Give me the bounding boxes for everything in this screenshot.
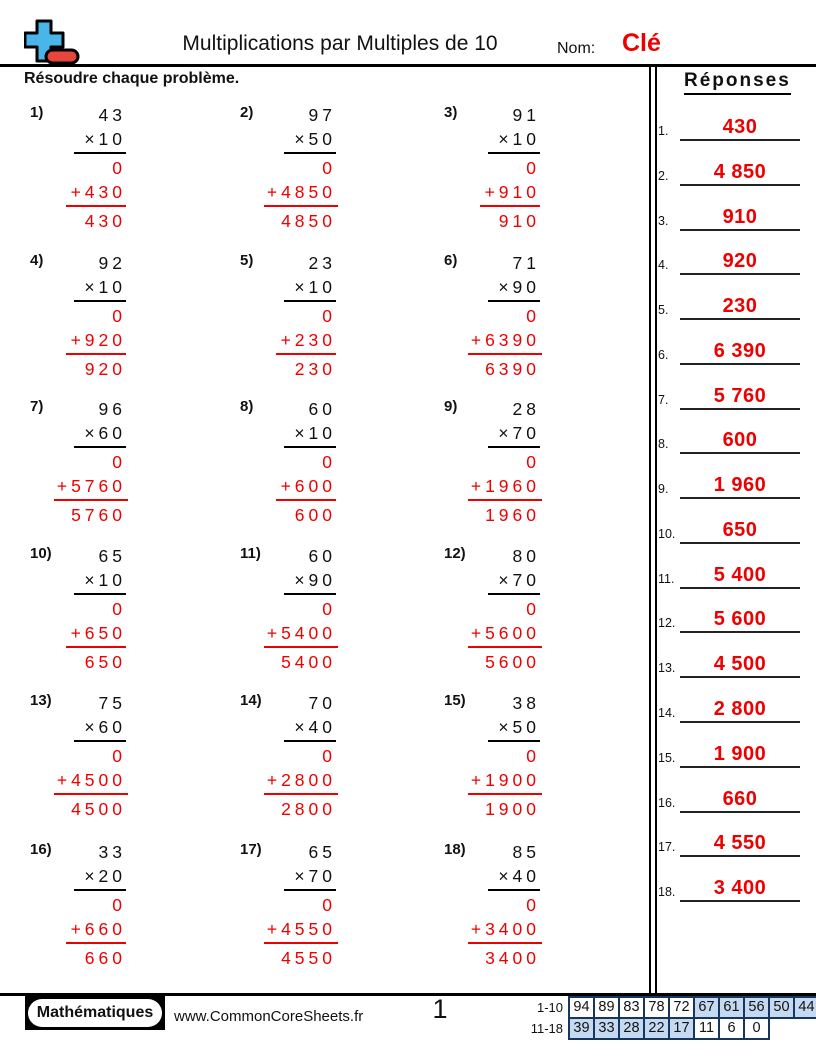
sum-rule bbox=[468, 793, 542, 795]
answer-blank-line bbox=[680, 408, 800, 410]
answer-blank-line bbox=[680, 497, 800, 499]
multiply-rule bbox=[284, 152, 336, 154]
multiplicand: 97 bbox=[308, 105, 336, 125]
answer-row bbox=[656, 648, 804, 678]
problem-number: 16) bbox=[30, 841, 52, 858]
partial-product: +1960 bbox=[470, 476, 540, 496]
problem-work bbox=[264, 840, 336, 970]
score-cell: 72 bbox=[668, 996, 695, 1019]
answer-row bbox=[656, 156, 804, 186]
answer-number: 9. bbox=[658, 482, 669, 496]
multiply-rule bbox=[488, 740, 540, 742]
sum-rule bbox=[264, 646, 338, 648]
product-result: 1960 bbox=[485, 505, 540, 525]
problem-block bbox=[240, 544, 336, 674]
answer-blank-line bbox=[680, 273, 800, 275]
problem-work bbox=[264, 397, 336, 527]
partial-product-zero: 0 bbox=[322, 599, 336, 619]
sum-rule bbox=[66, 205, 126, 207]
answer-blank-line bbox=[680, 631, 800, 633]
answer-blank-line bbox=[680, 318, 800, 320]
partial-product: +5760 bbox=[56, 476, 126, 496]
product-result: 660 bbox=[84, 948, 126, 968]
answer-value: 4 550 bbox=[713, 832, 767, 854]
sum-rule bbox=[54, 793, 128, 795]
multiply-rule bbox=[284, 740, 336, 742]
partial-product: +230 bbox=[280, 330, 336, 350]
multiplicand: 91 bbox=[512, 105, 540, 125]
answer-number: 10. bbox=[658, 527, 676, 541]
partial-product-zero: 0 bbox=[112, 599, 126, 619]
multiply-rule bbox=[488, 300, 540, 302]
answer-blank-line bbox=[680, 229, 800, 231]
partial-product: +5400 bbox=[266, 623, 336, 643]
answer-number: 2. bbox=[658, 169, 669, 183]
partial-product-zero: 0 bbox=[322, 306, 336, 326]
problem-work bbox=[264, 691, 336, 821]
answer-number: 7. bbox=[658, 393, 669, 407]
answer-row bbox=[656, 245, 804, 275]
problem-block bbox=[240, 691, 336, 821]
problem-number: 5) bbox=[240, 252, 254, 269]
answer-value: 650 bbox=[722, 519, 758, 541]
answer-row bbox=[656, 693, 804, 723]
multiply-rule bbox=[284, 889, 336, 891]
problem-block bbox=[30, 397, 126, 527]
multiply-rule bbox=[284, 593, 336, 595]
problem-block bbox=[240, 840, 336, 970]
answer-row bbox=[656, 335, 804, 365]
problem-work bbox=[54, 840, 126, 970]
partial-product: +430 bbox=[70, 182, 126, 202]
problem-block bbox=[30, 691, 126, 821]
score-cell: 0 bbox=[743, 1017, 770, 1040]
partial-product: +4500 bbox=[56, 770, 126, 790]
score-cell: 61 bbox=[718, 996, 745, 1019]
score-cell: 17 bbox=[668, 1017, 695, 1040]
answer-number: 4. bbox=[658, 258, 669, 272]
partial-product-zero: 0 bbox=[112, 746, 126, 766]
score-cell: 22 bbox=[643, 1017, 670, 1040]
problem-block bbox=[30, 251, 126, 381]
multiplicand: 38 bbox=[512, 693, 540, 713]
multiplier: ×60 bbox=[84, 423, 126, 443]
answer-row bbox=[656, 827, 804, 857]
problem-number: 4) bbox=[30, 252, 44, 269]
sum-rule bbox=[468, 646, 542, 648]
multiply-rule bbox=[488, 889, 540, 891]
partial-product-zero: 0 bbox=[322, 158, 336, 178]
multiply-rule bbox=[488, 593, 540, 595]
score-table-row bbox=[516, 1017, 816, 1040]
answer-value: 5 400 bbox=[713, 564, 767, 586]
partial-product-zero: 0 bbox=[526, 746, 540, 766]
multiply-rule bbox=[74, 300, 126, 302]
sum-rule bbox=[54, 499, 128, 501]
problem-number: 3) bbox=[444, 104, 458, 121]
multiply-rule bbox=[488, 152, 540, 154]
answer-blank-line bbox=[680, 452, 800, 454]
partial-product: +6390 bbox=[470, 330, 540, 350]
answer-row bbox=[656, 111, 804, 141]
partial-product: +910 bbox=[484, 182, 540, 202]
problem-work bbox=[54, 544, 126, 674]
product-result: 600 bbox=[294, 505, 336, 525]
answer-blank-line bbox=[680, 900, 800, 902]
problem-work bbox=[468, 251, 540, 381]
score-cell: 39 bbox=[568, 1017, 595, 1040]
product-result: 650 bbox=[84, 652, 126, 672]
problem-work bbox=[468, 397, 540, 527]
multiplier: ×10 bbox=[84, 570, 126, 590]
answer-row bbox=[656, 603, 804, 633]
multiplicand: 92 bbox=[98, 253, 126, 273]
problem-work bbox=[264, 251, 336, 381]
product-result: 3400 bbox=[485, 948, 540, 968]
multiplier: ×50 bbox=[498, 717, 540, 737]
multiplier: ×70 bbox=[294, 866, 336, 886]
partial-product: +600 bbox=[280, 476, 336, 496]
multiplicand: 60 bbox=[308, 399, 336, 419]
problem-work bbox=[54, 691, 126, 821]
product-result: 4850 bbox=[281, 211, 336, 231]
multiplicand: 65 bbox=[308, 842, 336, 862]
partial-product: +2800 bbox=[266, 770, 336, 790]
multiply-rule bbox=[284, 446, 336, 448]
problem-work bbox=[468, 691, 540, 821]
problem-number: 17) bbox=[240, 841, 262, 858]
answer-number: 5. bbox=[658, 303, 669, 317]
problem-work bbox=[54, 251, 126, 381]
instruction-text: Résoudre chaque problème. bbox=[24, 70, 240, 87]
answer-blank-line bbox=[680, 721, 800, 723]
partial-product: +4550 bbox=[266, 919, 336, 939]
multiplier: ×10 bbox=[84, 129, 126, 149]
score-table bbox=[516, 996, 816, 1040]
product-result: 920 bbox=[84, 359, 126, 379]
subject-badge bbox=[25, 996, 165, 1030]
multiplier: ×10 bbox=[294, 277, 336, 297]
score-cell: 83 bbox=[618, 996, 645, 1019]
sum-rule bbox=[468, 499, 542, 501]
sum-rule bbox=[264, 793, 338, 795]
answer-blank-line bbox=[680, 542, 800, 544]
partial-product-zero: 0 bbox=[322, 746, 336, 766]
problem-block bbox=[240, 103, 336, 233]
multiplicand: 75 bbox=[98, 693, 126, 713]
score-cell: 11 bbox=[693, 1017, 720, 1040]
answer-row bbox=[656, 201, 804, 231]
problem-number: 2) bbox=[240, 104, 254, 121]
partial-product-zero: 0 bbox=[112, 452, 126, 472]
problem-number: 18) bbox=[444, 841, 466, 858]
answer-number: 16. bbox=[658, 796, 676, 810]
website-url: www.CommonCoreSheets.fr bbox=[174, 1008, 364, 1025]
partial-product-zero: 0 bbox=[526, 599, 540, 619]
sum-rule bbox=[264, 205, 338, 207]
multiplicand: 70 bbox=[308, 693, 336, 713]
product-result: 4550 bbox=[281, 948, 336, 968]
partial-product-zero: 0 bbox=[322, 895, 336, 915]
answer-value: 1 960 bbox=[713, 474, 767, 496]
problem-block bbox=[30, 544, 126, 674]
sum-rule bbox=[264, 942, 338, 944]
partial-product-zero: 0 bbox=[112, 158, 126, 178]
name-label: Nom: bbox=[557, 40, 596, 57]
multiply-rule bbox=[74, 446, 126, 448]
answer-value: 6 390 bbox=[713, 340, 767, 362]
answer-value: 4 850 bbox=[713, 161, 767, 183]
multiplicand: 28 bbox=[512, 399, 540, 419]
product-result: 1900 bbox=[485, 799, 540, 819]
partial-product-zero: 0 bbox=[112, 895, 126, 915]
answer-row bbox=[656, 380, 804, 410]
partial-product: +5600 bbox=[470, 623, 540, 643]
score-cell: 78 bbox=[643, 996, 670, 1019]
answer-value: 230 bbox=[722, 295, 758, 317]
multiplicand: 65 bbox=[98, 546, 126, 566]
score-cell: 56 bbox=[743, 996, 770, 1019]
problem-work bbox=[54, 397, 126, 527]
problem-work bbox=[54, 103, 126, 233]
partial-product-zero: 0 bbox=[322, 452, 336, 472]
answer-value: 660 bbox=[722, 788, 758, 810]
partial-product: +3400 bbox=[470, 919, 540, 939]
product-result: 430 bbox=[84, 211, 126, 231]
answer-number: 8. bbox=[658, 437, 669, 451]
multiplier: ×10 bbox=[294, 423, 336, 443]
answer-value: 430 bbox=[722, 116, 758, 138]
partial-product-zero: 0 bbox=[526, 158, 540, 178]
answers-panel-title: Réponses bbox=[684, 70, 791, 95]
problem-number: 12) bbox=[444, 545, 466, 562]
multiplicand: 23 bbox=[308, 253, 336, 273]
problem-number: 1) bbox=[30, 104, 44, 121]
score-cell: 6 bbox=[718, 1017, 745, 1040]
score-cell: 94 bbox=[568, 996, 595, 1019]
answer-value: 3 400 bbox=[713, 877, 767, 899]
problem-block bbox=[240, 397, 336, 527]
multiply-rule bbox=[74, 889, 126, 891]
page-title: Multiplications par Multiples de 10 bbox=[182, 32, 498, 55]
answer-number: 1. bbox=[658, 124, 669, 138]
answer-value: 920 bbox=[722, 250, 758, 272]
answer-number: 13. bbox=[658, 661, 676, 675]
partial-product-zero: 0 bbox=[526, 306, 540, 326]
page-number: 1 bbox=[432, 994, 448, 1024]
answer-blank-line bbox=[680, 676, 800, 678]
score-row-label: 1-10 bbox=[536, 1000, 563, 1015]
problem-work bbox=[468, 544, 540, 674]
answer-value: 600 bbox=[722, 429, 758, 451]
multiplicand: 85 bbox=[512, 842, 540, 862]
sum-rule bbox=[468, 353, 542, 355]
answer-value: 1 900 bbox=[713, 743, 767, 765]
multiplier: ×50 bbox=[294, 129, 336, 149]
problem-number: 15) bbox=[444, 692, 466, 709]
problem-work bbox=[468, 103, 540, 233]
product-result: 2800 bbox=[281, 799, 336, 819]
product-result: 4500 bbox=[71, 799, 126, 819]
sum-rule bbox=[480, 205, 540, 207]
multiply-rule bbox=[284, 300, 336, 302]
partial-product: +4850 bbox=[266, 182, 336, 202]
sum-rule bbox=[468, 942, 542, 944]
answer-row bbox=[656, 424, 804, 454]
problem-block bbox=[444, 397, 540, 527]
score-cell: 33 bbox=[593, 1017, 620, 1040]
problem-block bbox=[444, 103, 540, 233]
product-result: 910 bbox=[498, 211, 540, 231]
score-cell: 89 bbox=[593, 996, 620, 1019]
answer-blank-line bbox=[680, 811, 800, 813]
problem-block bbox=[240, 251, 336, 381]
partial-product-zero: 0 bbox=[112, 306, 126, 326]
answer-number: 15. bbox=[658, 751, 676, 765]
problem-block bbox=[444, 251, 540, 381]
answer-row bbox=[656, 469, 804, 499]
answer-number: 17. bbox=[658, 840, 676, 854]
problem-number: 6) bbox=[444, 252, 458, 269]
multiply-rule bbox=[74, 740, 126, 742]
problem-work bbox=[468, 840, 540, 970]
answer-blank-line bbox=[680, 139, 800, 141]
product-result: 5600 bbox=[485, 652, 540, 672]
multiplier: ×70 bbox=[498, 423, 540, 443]
sum-rule bbox=[66, 942, 126, 944]
answer-blank-line bbox=[680, 855, 800, 857]
partial-product: +660 bbox=[70, 919, 126, 939]
multiplier: ×90 bbox=[498, 277, 540, 297]
multiplier: ×10 bbox=[498, 129, 540, 149]
problem-number: 9) bbox=[444, 398, 458, 415]
answer-number: 14. bbox=[658, 706, 676, 720]
answer-value: 5 760 bbox=[713, 385, 767, 407]
answer-row bbox=[656, 290, 804, 320]
multiplier: ×20 bbox=[84, 866, 126, 886]
multiplicand: 96 bbox=[98, 399, 126, 419]
problem-block bbox=[444, 544, 540, 674]
partial-product: +650 bbox=[70, 623, 126, 643]
answer-blank-line bbox=[680, 766, 800, 768]
plus-minus-logo-icon bbox=[24, 19, 82, 67]
multiplicand: 60 bbox=[308, 546, 336, 566]
answer-row bbox=[656, 738, 804, 768]
answer-number: 3. bbox=[658, 214, 669, 228]
multiplier: ×10 bbox=[84, 277, 126, 297]
problem-work bbox=[264, 544, 336, 674]
problem-block bbox=[30, 840, 126, 970]
multiplicand: 43 bbox=[98, 105, 126, 125]
multiplicand: 33 bbox=[98, 842, 126, 862]
problem-number: 14) bbox=[240, 692, 262, 709]
subject-badge-label: Mathématiques bbox=[28, 999, 162, 1027]
multiplicand: 71 bbox=[512, 253, 540, 273]
answer-row bbox=[656, 514, 804, 544]
answer-number: 11. bbox=[658, 572, 675, 586]
answer-row bbox=[656, 872, 804, 902]
product-result: 5400 bbox=[281, 652, 336, 672]
header-divider bbox=[0, 64, 816, 67]
multiply-rule bbox=[488, 446, 540, 448]
score-row-label: 11-18 bbox=[530, 1021, 563, 1036]
problem-block bbox=[444, 691, 540, 821]
score-cell: 44 bbox=[793, 996, 816, 1019]
answers-separator-line bbox=[649, 67, 651, 993]
partial-product: +920 bbox=[70, 330, 126, 350]
problem-number: 7) bbox=[30, 398, 44, 415]
score-table-row bbox=[516, 996, 816, 1019]
answer-value: 4 500 bbox=[713, 653, 767, 675]
answer-blank-line bbox=[680, 184, 800, 186]
sum-rule bbox=[276, 353, 336, 355]
problem-block bbox=[30, 103, 126, 233]
problem-number: 11) bbox=[240, 545, 261, 562]
multiplier: ×90 bbox=[294, 570, 336, 590]
product-result: 6390 bbox=[485, 359, 540, 379]
sum-rule bbox=[66, 646, 126, 648]
product-result: 5760 bbox=[71, 505, 126, 525]
answer-number: 6. bbox=[658, 348, 669, 362]
score-cell: 67 bbox=[693, 996, 720, 1019]
answer-row bbox=[656, 559, 804, 589]
answer-value: 5 600 bbox=[713, 608, 767, 630]
sum-rule bbox=[276, 499, 336, 501]
multiply-rule bbox=[74, 593, 126, 595]
partial-product-zero: 0 bbox=[526, 895, 540, 915]
partial-product-zero: 0 bbox=[526, 452, 540, 472]
multiplier: ×40 bbox=[294, 717, 336, 737]
partial-product: +1900 bbox=[470, 770, 540, 790]
name-value: Clé bbox=[622, 29, 661, 57]
problem-block bbox=[444, 840, 540, 970]
product-result: 230 bbox=[294, 359, 336, 379]
answer-value: 910 bbox=[722, 206, 758, 228]
multiplier: ×60 bbox=[84, 717, 126, 737]
problem-number: 13) bbox=[30, 692, 52, 709]
problem-number: 10) bbox=[30, 545, 52, 562]
multiplicand: 80 bbox=[512, 546, 540, 566]
answer-blank-line bbox=[680, 587, 800, 589]
score-cell: 28 bbox=[618, 1017, 645, 1040]
answer-number: 18. bbox=[658, 885, 676, 899]
problem-work bbox=[264, 103, 336, 233]
sum-rule bbox=[66, 353, 126, 355]
multiply-rule bbox=[74, 152, 126, 154]
answer-number: 12. bbox=[658, 616, 676, 630]
problem-number: 8) bbox=[240, 398, 254, 415]
multiplier: ×40 bbox=[498, 866, 540, 886]
answer-value: 2 800 bbox=[713, 698, 767, 720]
multiplier: ×70 bbox=[498, 570, 540, 590]
answer-row bbox=[656, 783, 804, 813]
answer-blank-line bbox=[680, 363, 800, 365]
score-cell: 50 bbox=[768, 996, 795, 1019]
